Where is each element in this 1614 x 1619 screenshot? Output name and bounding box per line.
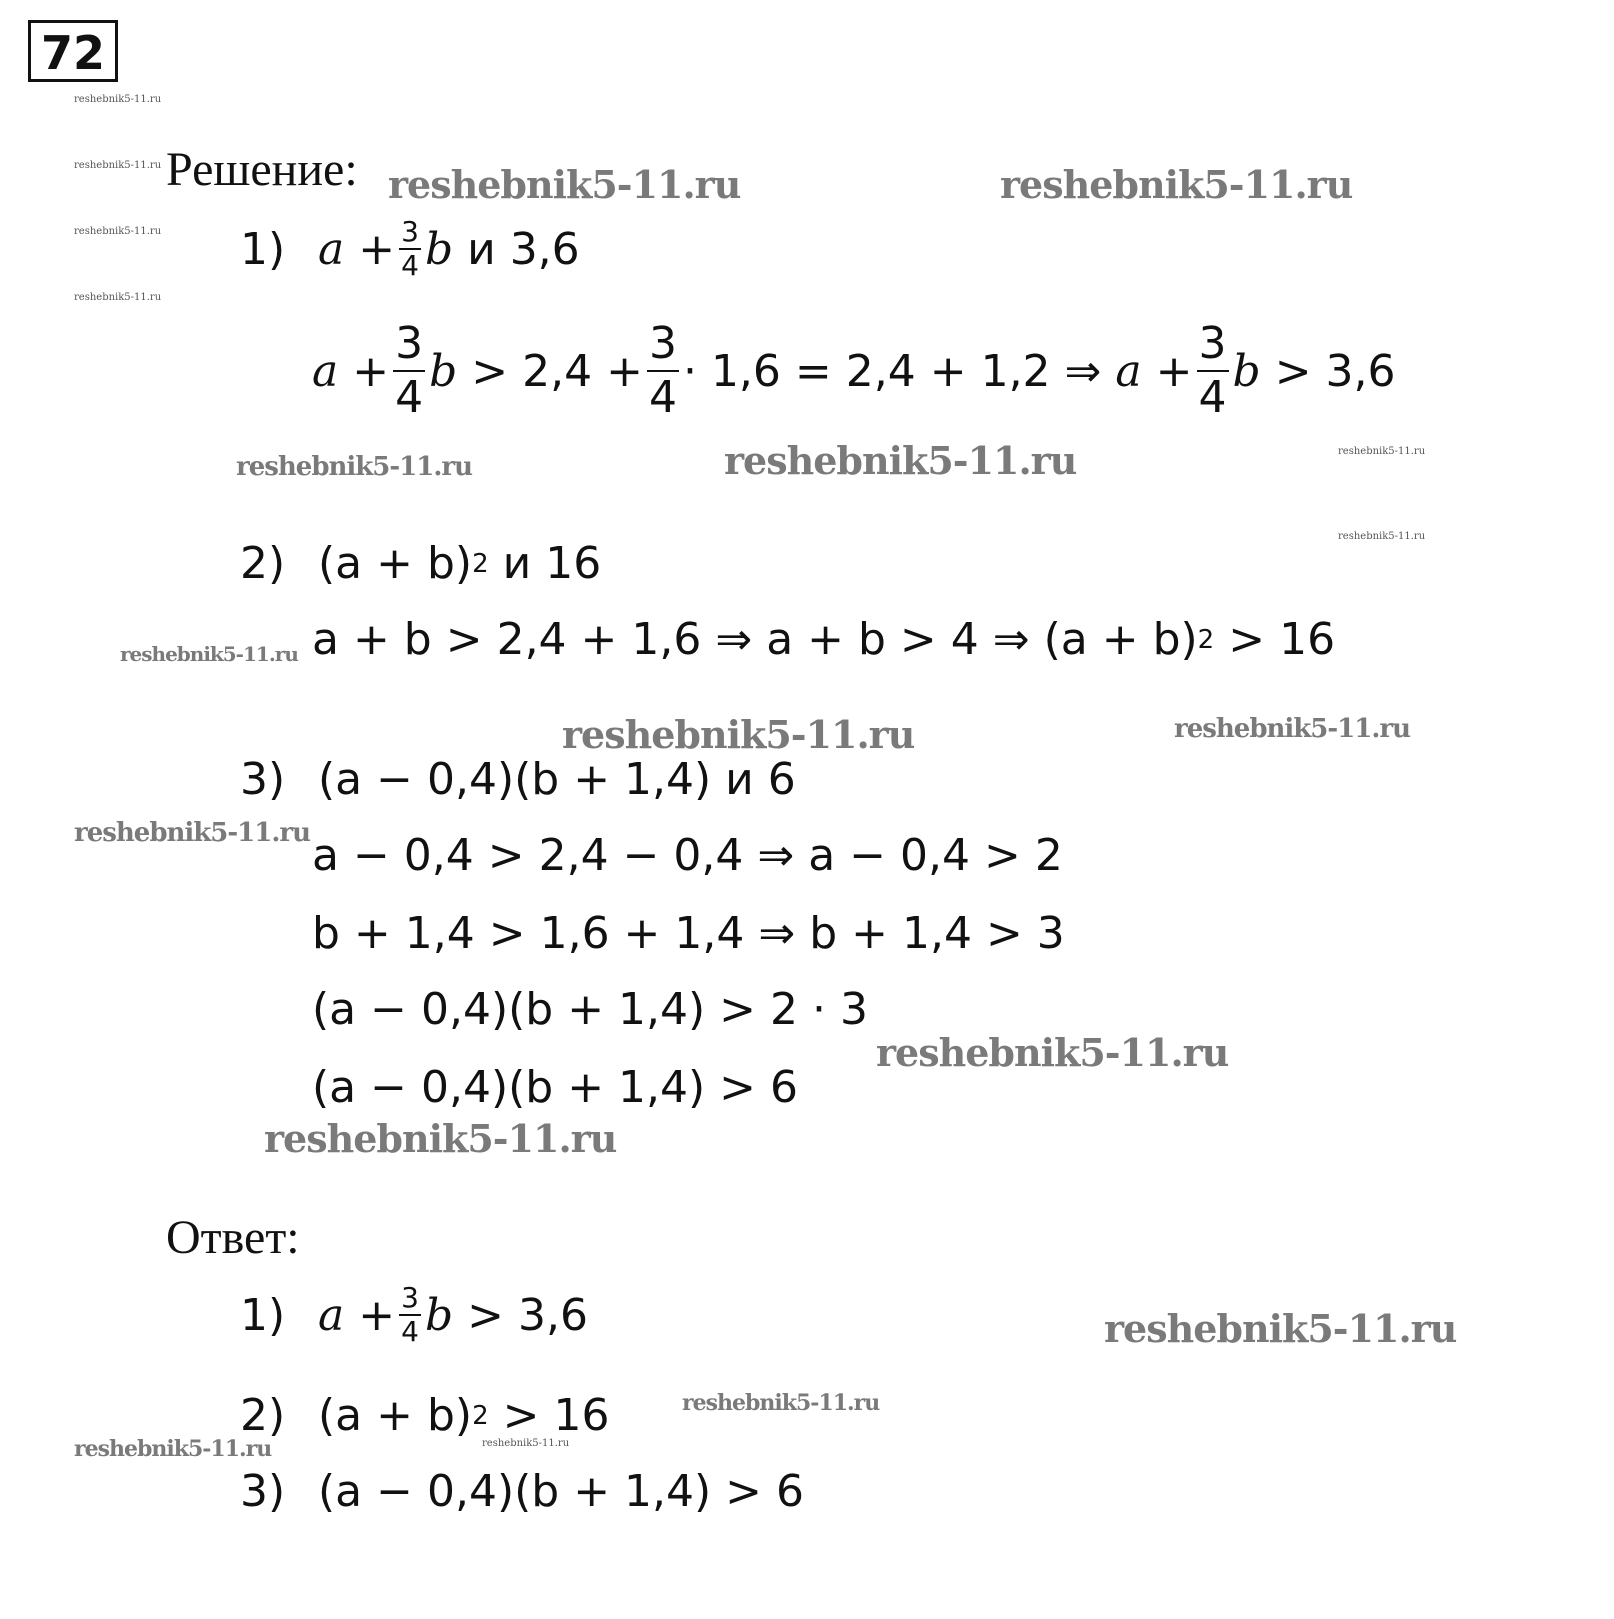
part3-line1: a − 0,4 > 2,4 − 0,4 ⇒ a − 0,4 > 2 [312, 830, 1063, 881]
part3-line2: b + 1,4 > 1,6 + 1,4 ⇒ b + 1,4 > 3 [312, 908, 1065, 959]
watermark: reshebnik5-11.ru [724, 438, 1077, 483]
watermark: reshebnik5-11.ru [682, 1390, 880, 1416]
watermark: reshebnik5-11.ru [876, 1030, 1229, 1075]
part-label: 1) [240, 223, 286, 275]
answer-1: 1) a + $\frac{3}{4}$ b > 3,6 [240, 1281, 588, 1348]
answer-3: 3) (a − 0,4)(b + 1,4) > 6 [240, 1466, 805, 1517]
watermark-small: reshebnik5-11.ru [74, 292, 162, 303]
solution-heading: Решение: [166, 143, 358, 196]
watermark: reshebnik5-11.ru [120, 642, 298, 666]
compare-target: и 3,6 [467, 223, 580, 275]
watermark: reshebnik5-11.ru [236, 452, 473, 482]
watermark-small: reshebnik5-11.ru [1338, 446, 1426, 457]
problem-number: 72 [28, 20, 118, 82]
answer-2: 2) (a + b) 2 > 16 [240, 1390, 610, 1441]
watermark-small: reshebnik5-11.ru [74, 94, 162, 105]
operator: + [358, 223, 396, 275]
part3-statement: 3) (a − 0,4)(b + 1,4) и 6 [240, 754, 796, 805]
watermark: reshebnik5-11.ru [388, 162, 741, 207]
answer-heading: Ответ: [166, 1211, 300, 1264]
watermark-small: reshebnik5-11.ru [482, 1438, 570, 1449]
watermark-small: reshebnik5-11.ru [1338, 531, 1426, 542]
var-a: a [318, 223, 345, 275]
watermark: reshebnik5-11.ru [1104, 1306, 1457, 1351]
watermark: reshebnik5-11.ru [1174, 714, 1411, 744]
watermark-small: reshebnik5-11.ru [74, 226, 162, 237]
part2-statement: 2) (a + b) 2 и 16 [240, 538, 602, 589]
part1-calculation: a + $\frac{3}{4}$ b > 2,4 + $\frac{3}{4}$ · 1,6 = 2,4 + 1,2 ⇒ a + $\frac{3}{4}$ b > 3,6 [312, 318, 1396, 423]
part3-line3: (a − 0,4)(b + 1,4) > 2 · 3 [312, 984, 868, 1035]
watermark: reshebnik5-11.ru [74, 1436, 272, 1462]
part1-statement [240, 215, 580, 282]
watermark: reshebnik5-11.ru [264, 1116, 617, 1161]
watermark: reshebnik5-11.ru [74, 818, 311, 848]
watermark: reshebnik5-11.ru [562, 712, 915, 757]
var-b: b [424, 223, 454, 275]
fraction: $\frac{3}{4}$ [401, 215, 419, 282]
watermark: reshebnik5-11.ru [1000, 162, 1353, 207]
part3-line4: (a − 0,4)(b + 1,4) > 6 [312, 1062, 799, 1113]
watermark-small: reshebnik5-11.ru [74, 160, 162, 171]
part2-calculation: a + b > 2,4 + 1,6 ⇒ a + b > 4 ⇒ (a + b) 2 > 16 [312, 614, 1336, 665]
